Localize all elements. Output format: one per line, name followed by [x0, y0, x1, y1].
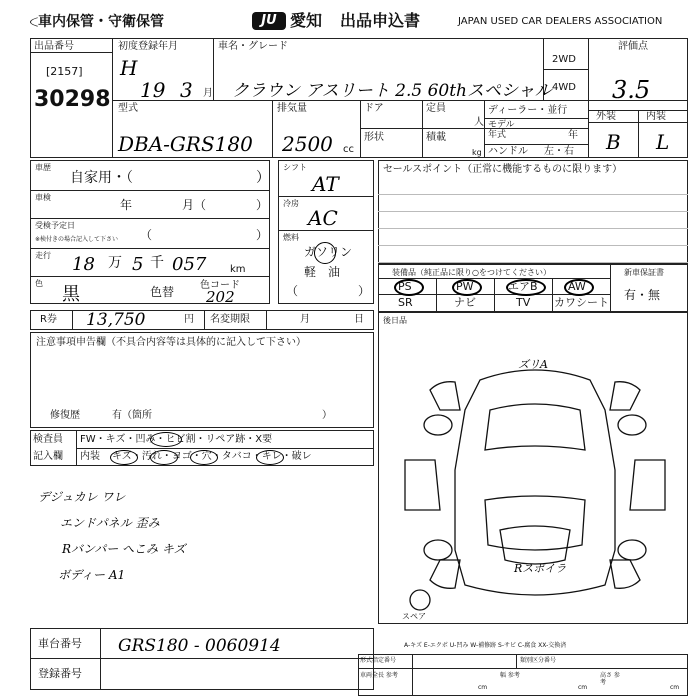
- class-code-label: 類別区分番号: [520, 657, 557, 664]
- sheet-title: 出品申込書: [340, 11, 421, 30]
- storage-note: 車内保管・守衛保管: [38, 14, 164, 30]
- aircon-label: 冷房: [283, 199, 299, 208]
- inspector-label-1: 検査員: [33, 434, 63, 445]
- chassis-value: GRS180 - 0060914: [118, 636, 281, 656]
- rating-label: 評価点: [618, 41, 648, 52]
- inspection-month-unit: 月（: [182, 198, 207, 212]
- rating-int-label: 内装: [646, 111, 666, 122]
- damage-legend: A-キズ E-エクボ U-凹み W-補修跡 S-サビ C-腐食 XX-交換済: [404, 642, 567, 649]
- model-name-value: クラウン アスリート 2.5 60thスペシャル: [232, 81, 552, 101]
- name-change-label: 名変期限: [210, 314, 250, 325]
- capacity-unit: 人: [474, 117, 484, 128]
- door-label: ドア: [364, 103, 384, 114]
- equipment-airbag-mark: [506, 279, 546, 296]
- handle-options: 左・右: [544, 146, 574, 157]
- fuel-label: 燃料: [283, 233, 299, 242]
- association-name: JAPAN USED CAR DEALERS ASSOCIATION: [458, 16, 663, 27]
- model-year-unit: 年: [568, 130, 578, 141]
- rating-ext-label: 外装: [596, 111, 616, 122]
- equipment-ps-mark: [394, 279, 424, 296]
- dealer-label: ディーラー・並行: [488, 105, 568, 116]
- rating-value: 3.5: [612, 76, 651, 104]
- inspection-close: ）: [256, 198, 269, 212]
- fuel-diesel: 軽 油: [304, 265, 341, 279]
- inspector-mark-5: [256, 450, 284, 465]
- recycle-unit: 円: [184, 314, 194, 325]
- remark-3: Rバンパー へこみ キズ: [62, 542, 186, 556]
- fuel-open: （: [286, 284, 299, 298]
- registration-year: 19: [140, 78, 166, 102]
- equipment-tv: TV: [516, 296, 531, 309]
- reg-no-label: 登録番号: [38, 667, 82, 680]
- displacement-label: 排気量: [277, 103, 307, 114]
- equipment-pw-mark: [452, 279, 482, 296]
- displacement-value: 2500: [282, 132, 333, 156]
- recycle-label: R券: [40, 314, 57, 325]
- load-unit: kg: [472, 148, 482, 157]
- region-name: 愛知: [290, 11, 323, 30]
- mileage-v2: 5: [132, 254, 144, 275]
- remark-4: ボディー A1: [58, 568, 126, 582]
- lot-label: 出品番号: [34, 41, 74, 52]
- color-value: 黒: [62, 284, 80, 305]
- ju-logo-text: JU: [261, 13, 277, 28]
- drive-4wd: 4WD: [552, 82, 576, 93]
- shift-value: AT: [312, 172, 339, 196]
- name-change-month: 月: [300, 314, 310, 325]
- fuel-gas: ガソリン: [304, 245, 353, 259]
- mileage-v1: 18: [72, 254, 95, 275]
- inspector-int-row: キズ・汚れ・ヨゴ・穴・タバコ・キレ・破レ: [112, 451, 312, 462]
- notes-label: 注意事項申告欄（不具合内容等は具体的に記入して下さい）: [36, 337, 306, 348]
- aircon-value: AC: [308, 206, 338, 230]
- mileage-unit: km: [230, 264, 246, 275]
- shape-label: 形状: [364, 132, 384, 143]
- inspector-mark-4: [190, 450, 218, 465]
- fuel-close: ）: [358, 284, 371, 298]
- model-code-value: DBA-GRS180: [118, 132, 253, 156]
- equipment-label: 装備品（純正品に限り○をつけてください）: [392, 268, 551, 277]
- rating-int-value: L: [656, 130, 670, 154]
- handle-label: ハンドル: [488, 146, 528, 157]
- equipment-aw-mark: [564, 279, 594, 296]
- capacity-label: 定員: [426, 103, 446, 114]
- model-code-label: 型式: [118, 103, 138, 114]
- inspection-year-unit: 年: [120, 198, 133, 212]
- equipment-airbag: エアB: [508, 280, 538, 293]
- form-code-label: 形式指定番号: [360, 657, 397, 664]
- spare-label: スペア: [402, 612, 426, 621]
- history-value: 自家用・（: [70, 170, 133, 186]
- later-items-label: 後日品: [383, 316, 407, 325]
- car-diagram: [400, 350, 670, 620]
- length-label: 車両全長 参考: [360, 672, 398, 679]
- width-label: 幅 参考: [500, 672, 520, 679]
- color-code-label: 色コード: [200, 280, 240, 291]
- repair-close: ）: [322, 410, 332, 421]
- rating-ext-value: B: [606, 130, 621, 154]
- model-name-label: 車名・グレード: [218, 41, 288, 52]
- warranty-label: 新車保証書: [624, 268, 664, 277]
- inspector-mark-3: [150, 450, 178, 465]
- history-label: 車歴: [35, 163, 51, 172]
- lot-sub-number: [2157]: [46, 65, 83, 78]
- load-label: 積載: [426, 132, 446, 143]
- color-change-label: 色替: [150, 285, 175, 299]
- repair-value: 有（箇所: [112, 410, 152, 421]
- recycle-value: 13,750: [86, 310, 146, 330]
- receipt-open: （: [140, 228, 153, 242]
- history-close: ）: [256, 170, 270, 186]
- equipment-sr: SR: [398, 296, 413, 309]
- length-unit: cm: [478, 684, 488, 691]
- equipment-pw: PW: [456, 280, 474, 293]
- sales-point-label: セールスポイント（正常に機能するものに限ります）: [383, 164, 623, 175]
- remark-2: エンドパネル 歪み: [60, 516, 160, 530]
- height-unit: cm: [670, 684, 680, 691]
- diagram-top-note: ズリA: [518, 358, 548, 371]
- diagram-rear-note: Rスポイラ: [514, 562, 567, 575]
- receipt-note: ※検付きの場合記入して下さい: [35, 236, 119, 243]
- warranty-options: 有・無: [624, 288, 661, 302]
- inspector-fw-row: FW・キズ・凹み・ヒビ割・リペア跡・X要: [80, 434, 273, 445]
- ju-logo: [252, 12, 286, 30]
- inspector-mark-2: [110, 450, 138, 465]
- inspector-mark-1: [150, 432, 182, 447]
- chassis-label: 車台番号: [38, 637, 82, 650]
- model-year-label: モデル 年式: [488, 120, 515, 140]
- inspector-label-2: 記入欄: [33, 451, 63, 462]
- recycle-row: [30, 310, 374, 330]
- inspector-int-label: 内装: [80, 451, 100, 462]
- equipment-aw: AW: [568, 280, 586, 293]
- shift-label: シフト: [283, 163, 307, 172]
- width-unit: cm: [578, 684, 588, 691]
- mileage-u1: 万: [108, 255, 122, 271]
- color-label: 色: [35, 279, 43, 288]
- registration-month-unit: 月: [203, 88, 213, 99]
- mileage-v3: 057: [172, 254, 207, 275]
- registration-label: 初度登録年月: [118, 41, 178, 52]
- equipment-ps: PS: [398, 280, 412, 293]
- name-change-day: 日: [354, 314, 364, 325]
- registration-month: 3: [180, 78, 193, 102]
- registration-era: H: [120, 56, 138, 80]
- height-label: 高さ 参考: [600, 672, 620, 686]
- remark-1: デジュカレ ワレ: [38, 490, 126, 504]
- lot-number: 30298: [34, 87, 111, 112]
- receipt-label: 受検予定日: [35, 221, 75, 230]
- inspection-label: 車検: [35, 193, 51, 202]
- fuel-gas-circle: [314, 242, 336, 264]
- mileage-label: 走行: [35, 251, 51, 260]
- drive-2wd: 2WD: [552, 54, 576, 65]
- mileage-u2: 千: [150, 255, 164, 271]
- color-code-value: 202: [206, 288, 235, 306]
- repair-label: 修復歴: [50, 410, 80, 421]
- equipment-leather: カワシート: [554, 296, 609, 309]
- equipment-navi: ナビ: [454, 296, 476, 309]
- receipt-close: ）: [256, 228, 269, 242]
- displacement-unit: cc: [343, 144, 354, 155]
